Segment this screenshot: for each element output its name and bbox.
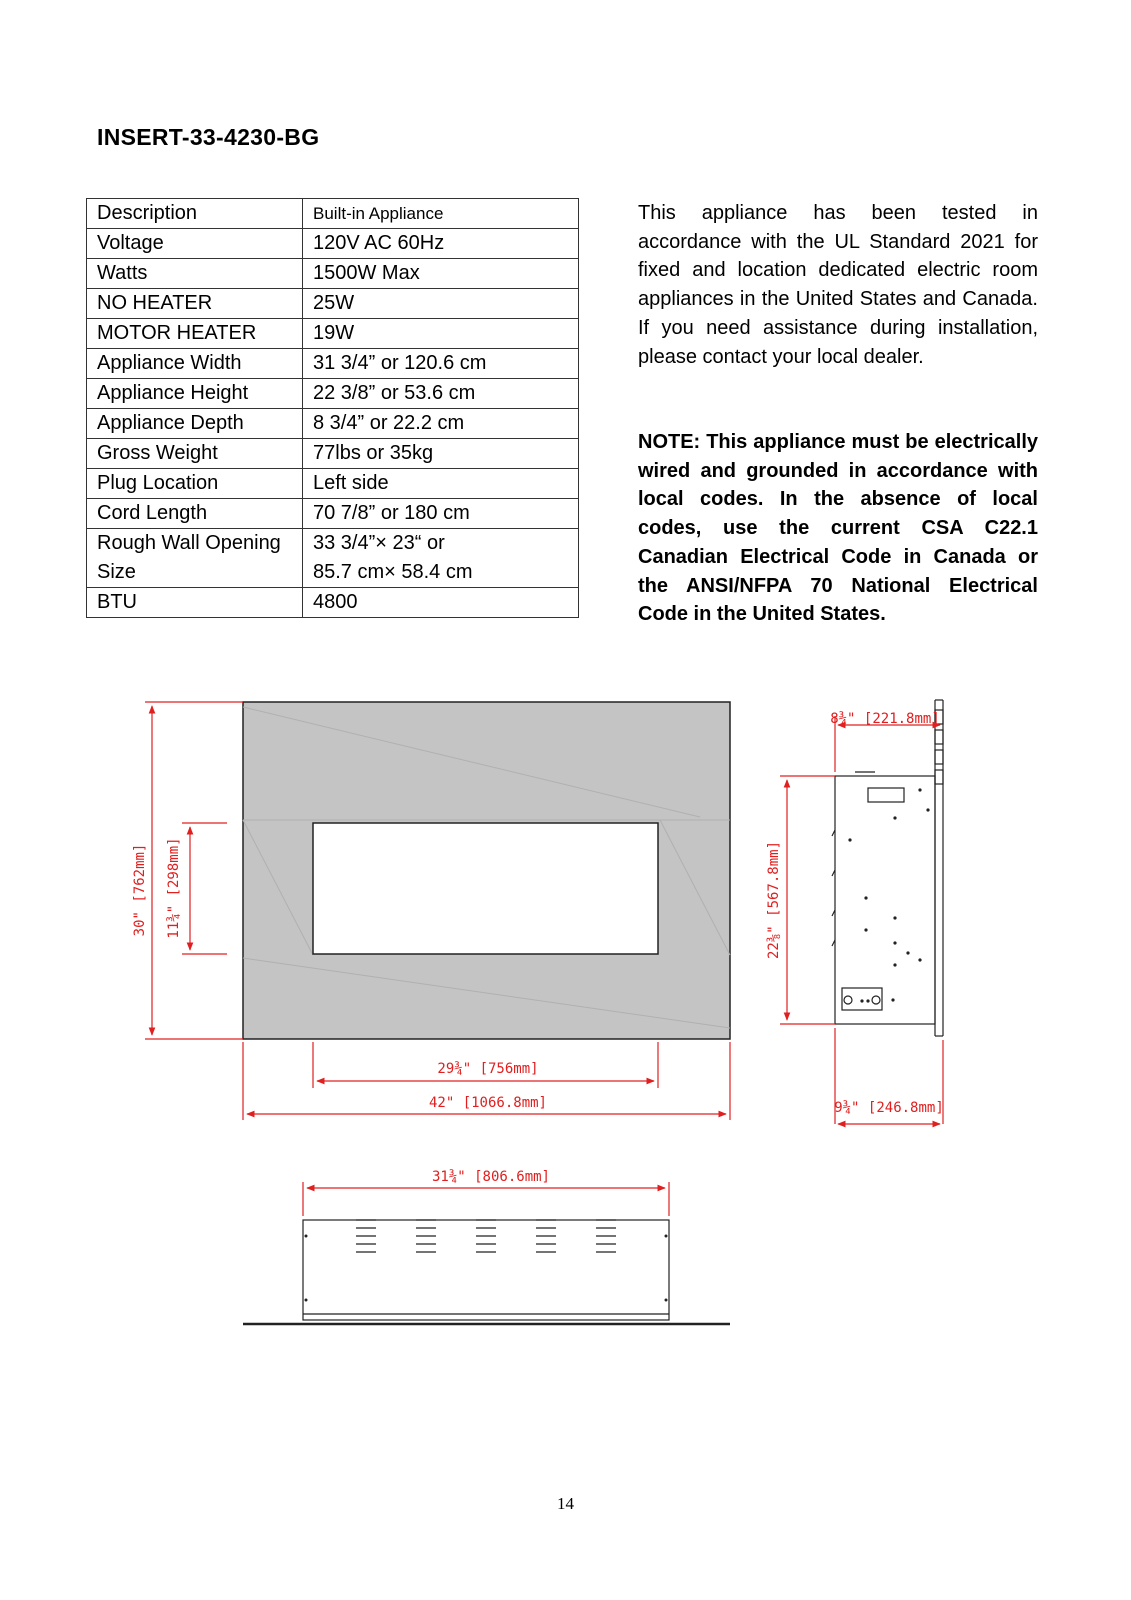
spec-label: Gross Weight	[87, 439, 303, 469]
spec-value-line: 85.7 cm× 58.4 cm	[313, 561, 473, 583]
spec-label: BTU	[87, 588, 303, 618]
spec-value: 25W	[303, 289, 579, 319]
table-row	[87, 229, 579, 259]
table-row	[87, 199, 579, 229]
table-row	[87, 379, 579, 409]
spec-value: 22 3/8” or 53.6 cm	[303, 379, 579, 409]
table-row	[87, 439, 579, 469]
page-title: INSERT-33-4230-BG	[97, 124, 320, 150]
spec-label: Appliance Depth	[87, 409, 303, 439]
spec-label: Watts	[87, 259, 303, 289]
side-body	[835, 776, 935, 1024]
box-width-label: 31¾" [806.6mm]	[431, 1169, 551, 1185]
table-row	[87, 349, 579, 379]
side-view	[832, 700, 943, 1036]
overall-height-label: 30" [762mm]	[132, 843, 148, 937]
window-height-label: 11¾" [298mm]	[166, 837, 182, 939]
spec-label: Plug Location	[87, 469, 303, 499]
spec-value: 4800	[303, 588, 579, 618]
spec-value: 120V AC 60Hz	[303, 229, 579, 259]
spec-label: Appliance Height	[87, 379, 303, 409]
spec-label: Voltage	[87, 229, 303, 259]
table-row	[87, 469, 579, 499]
front-view	[243, 702, 730, 1039]
spec-label: Cord Length	[87, 499, 303, 529]
spec-value: 77lbs or 35kg	[303, 439, 579, 469]
table-row	[87, 529, 579, 588]
intro-paragraph: This appliance has been tested in accordance with the UL Standard 2021 for fixed and location dedicated electric room appliances in the United States and Canada. If you need assistance during installation, please contact your local dealer.	[638, 202, 1038, 368]
spec-value: Built-in Appliance	[303, 199, 579, 229]
spec-value: 8 3/4” or 22.2 cm	[303, 409, 579, 439]
page-number: 14	[557, 1494, 574, 1513]
spec-label: MOTOR HEATER	[87, 319, 303, 349]
spec-value: Left side	[303, 469, 579, 499]
dimension-drawing	[0, 680, 1131, 1340]
spec-label: Appliance Width	[87, 349, 303, 379]
viewing-window	[313, 823, 658, 954]
spec-value: 31 3/4” or 120.6 cm	[303, 349, 579, 379]
table-row	[87, 289, 579, 319]
spec-table	[86, 198, 579, 618]
table-row	[87, 259, 579, 289]
table-row	[87, 588, 579, 618]
side-depth-top-label: 8¾" [221.8mm]	[830, 711, 940, 727]
overall-width-label: 42" [1066.8mm]	[428, 1095, 548, 1111]
top-dimensions	[303, 1182, 669, 1216]
spec-label: NO HEATER	[87, 289, 303, 319]
top-view	[243, 1220, 730, 1324]
note-paragraph: NOTE: This appliance must be electrically wired and grounded in accordance with local codes. In the absence of local codes, use the current CSA C22.1 Canadian Electrical Code in Canada or the ANSI/NFPA 70 National Electrical Code in the United States.	[638, 431, 1038, 626]
table-row	[87, 409, 579, 439]
spec-label: Rough Wall Opening Size	[87, 529, 303, 588]
spec-value: 70 7/8” or 180 cm	[303, 499, 579, 529]
table-row	[87, 319, 579, 349]
side-depth-bottom-label: 9¾" [246.8mm]	[834, 1100, 944, 1116]
table-row	[87, 499, 579, 529]
spec-label: Description	[87, 199, 303, 229]
spec-value	[303, 529, 579, 588]
spec-value-line: 33 3/4”× 23“ or	[313, 532, 445, 554]
side-height-label: 22⅜" [567.8mm]	[766, 840, 782, 960]
spec-value: 1500W Max	[303, 259, 579, 289]
top-body	[303, 1220, 669, 1320]
spec-value: 19W	[303, 319, 579, 349]
window-width-label: 29¾" [756mm]	[437, 1061, 539, 1077]
